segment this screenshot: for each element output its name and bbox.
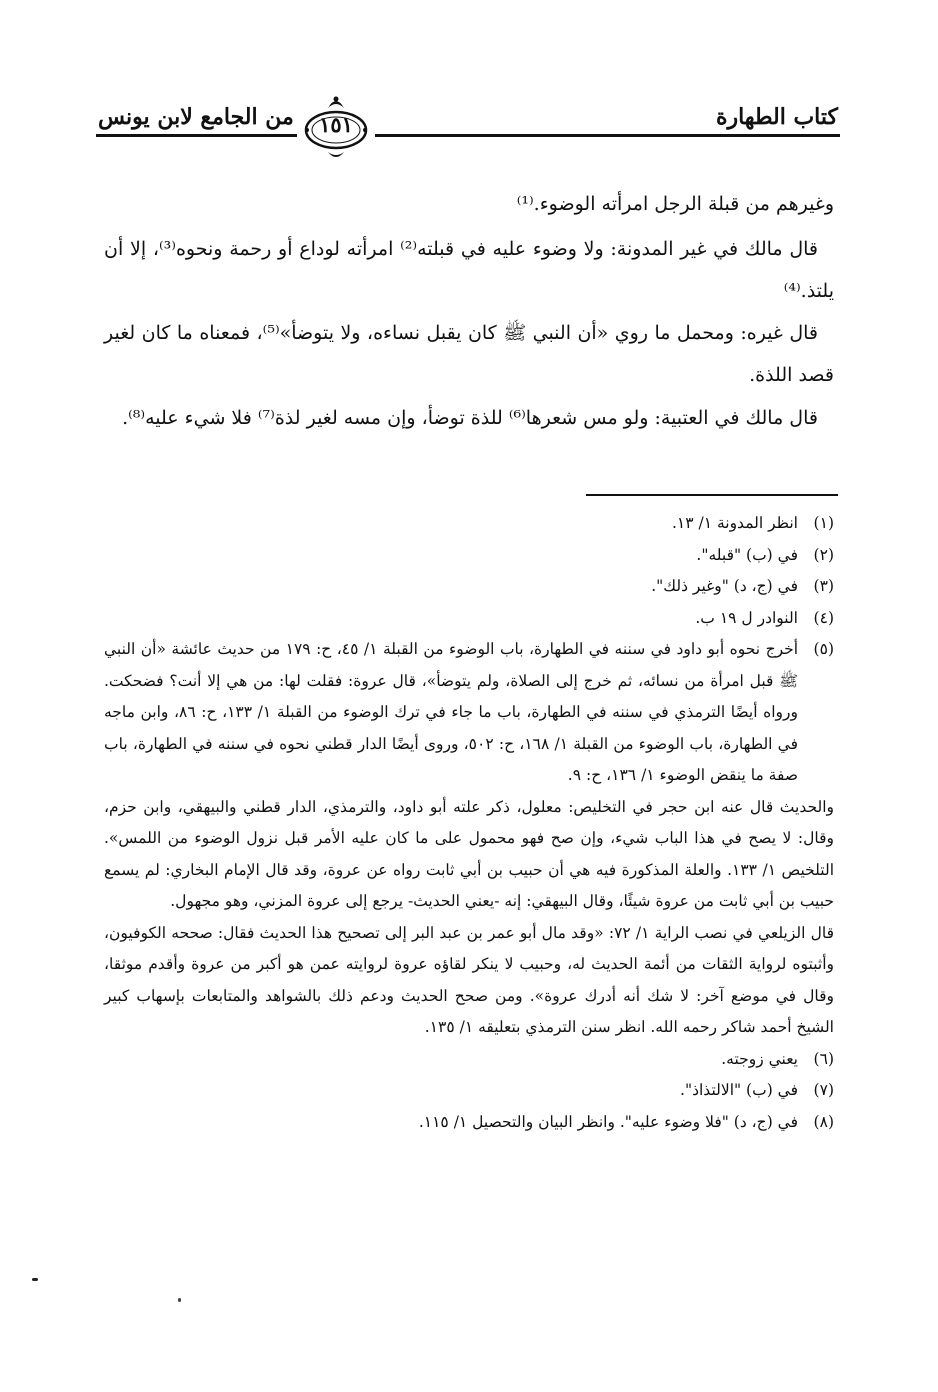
main-paragraph-4 [104, 397, 834, 439]
footnote-8 [104, 1107, 834, 1139]
book-title: من الجامع لابن يونس [98, 104, 294, 130]
footnote-text: في (ج، د) "فلا وضوء عليه". وانظر البيان والتحصيل ١/ ١١٥. [418, 1112, 798, 1131]
footnote-number: (٢) [813, 545, 834, 564]
main-text-line: قال مالك في العتبية: ولو مس شعرها⁽⁶⁾ للذة توضأ، وإن مسه لغير لذة⁽⁷⁾ فلا شيء عليه⁽⁸⁾. [122, 407, 818, 429]
footnote-4 [104, 603, 834, 635]
footnote-text: النوادر ل ١٩ ب. [695, 608, 798, 627]
footnote-number: (١) [813, 514, 834, 532]
main-paragraph-3 [104, 312, 834, 396]
main-text-line: وغيرهم من قبلة الرجل امرأته الوضوء.⁽¹⁾ [516, 193, 834, 215]
main-text-line: قال غيره: ومحمل ما روي «أن النبي ﷺ كان يقبل نساءه، ولا يتوضأ»⁽⁵⁾، فمعناه ما كان لغير قصد اللذة. [104, 322, 834, 386]
footnote-text: في (ب) "الالتذاذ". [680, 1081, 798, 1099]
main-text-line: قال مالك في غير المدونة: ولا وضوء عليه في قبلته⁽²⁾ امرأته لوداع أو رحمة ونحوه⁽³⁾، إلا أن يلتذ.⁽⁴⁾ [104, 238, 834, 302]
header-rule [96, 134, 840, 137]
scan-speck [32, 1278, 38, 1281]
main-paragraph-2 [104, 228, 834, 312]
footnote-number: (٥) [813, 640, 834, 658]
footnote-text: في (ج، د) "وغير ذلك". [651, 577, 798, 595]
footnote-5 [104, 634, 834, 792]
page-number: ١٥١ [319, 112, 353, 137]
footnote-1 [104, 508, 834, 540]
footnote-3 [104, 571, 834, 603]
chapter-title: كتاب الطهارة [715, 104, 838, 130]
footnote-5-commentary-b: قال الزيلعي في نصب الراية ١/ ٧٢: «وقد مال أبو عمر بن عبد البر إلى تصحيح هذا الحديث فقال: صححه الكوفيون، وأثبتوه لرواية الثقات من أئمة الحديث له، وحبيب لا ينكر لقاؤه عروة لروايته عمن هو أكبر من عروة وأقدم موثقا، وقال في موضع آخر: لا شك أنه أدرك عروة». ومن صحح الحديث ودعم ذلك بالشواهد والمتابعات بإسهاب كبير الشيخ أحمد شاكر رحمه الله. انظر سنن الترمذي بتعليقه ١/ ١٣٥. [104, 923, 834, 1036]
footnote-7 [104, 1075, 834, 1107]
footnote-separator [586, 494, 838, 496]
footnote-2 [104, 540, 834, 572]
footnote-text: في (ب) "قبله". [696, 545, 798, 564]
footnote-number: (٦) [813, 1049, 834, 1068]
footnote-text: أخرج نحوه أبو داود في سننه في الطهارة، باب الوضوء من القبلة ١/ ٤٥، ح: ١٧٩ من حديث عائشة «أن النبي ﷺ قبل امرأة من نسائه، ثم خرج إلى الصلاة، ولم يتوضأ»، قال عروة: فقلت لها: من هي إلا أنت؟ فضحكت. ورواه أيضًا الترمذي في سننه في الطهارة، باب ما جاء في ترك الوضوء من القبلة ١/ ١٣٣، ح: ٨٦، وابن ماجه في الطهارة، باب الوضوء من القبلة ١/ ١٦٨، ح: ٥٠٢، وروى أيضًا الدار قطني نحوه في سننه في الطهارة، باب صفة ما ينقض الوضوء ١/ ١٣٦، ح: ٩. [104, 640, 799, 784]
scan-speck [178, 1298, 181, 1302]
footnote-number: (٨) [813, 1112, 834, 1131]
footnote-number: (٧) [813, 1081, 834, 1099]
footnote-text: يعني زوجته. [721, 1049, 798, 1068]
footnote-number: (٤) [813, 608, 834, 627]
footnote-text: انظر المدونة ١/ ١٣. [671, 514, 798, 532]
footnote-5-commentary-a: والحديث قال عنه ابن حجر في التخليص: معلول، ذكر علته أبو داود، والترمذي، الدار قطني والبيهقي، وابن حزم، وقال: لا يصح في هذا الباب شيء، وإن صح فهو محمول على ما كان عليه الأمر قبل نزول الوضوء من اللمس». التلخيص ١/ ١٣٣. والعلة المذكورة فيه هي أن حبيب بن أبي ثابت رواه عن عروة، وقد قال الإمام البخاري: لم يسمع حبيب بن أبي ثابت من عروة شيئًا، وقال البيهقي: إنه -يعني الحديث- يرجع إلى عروة المزني، وهو مجهول. [104, 797, 835, 910]
footnote-6 [104, 1044, 834, 1076]
main-paragraph-1 [104, 183, 834, 225]
footnote-number: (٣) [813, 577, 834, 595]
footnotes [104, 508, 834, 1138]
